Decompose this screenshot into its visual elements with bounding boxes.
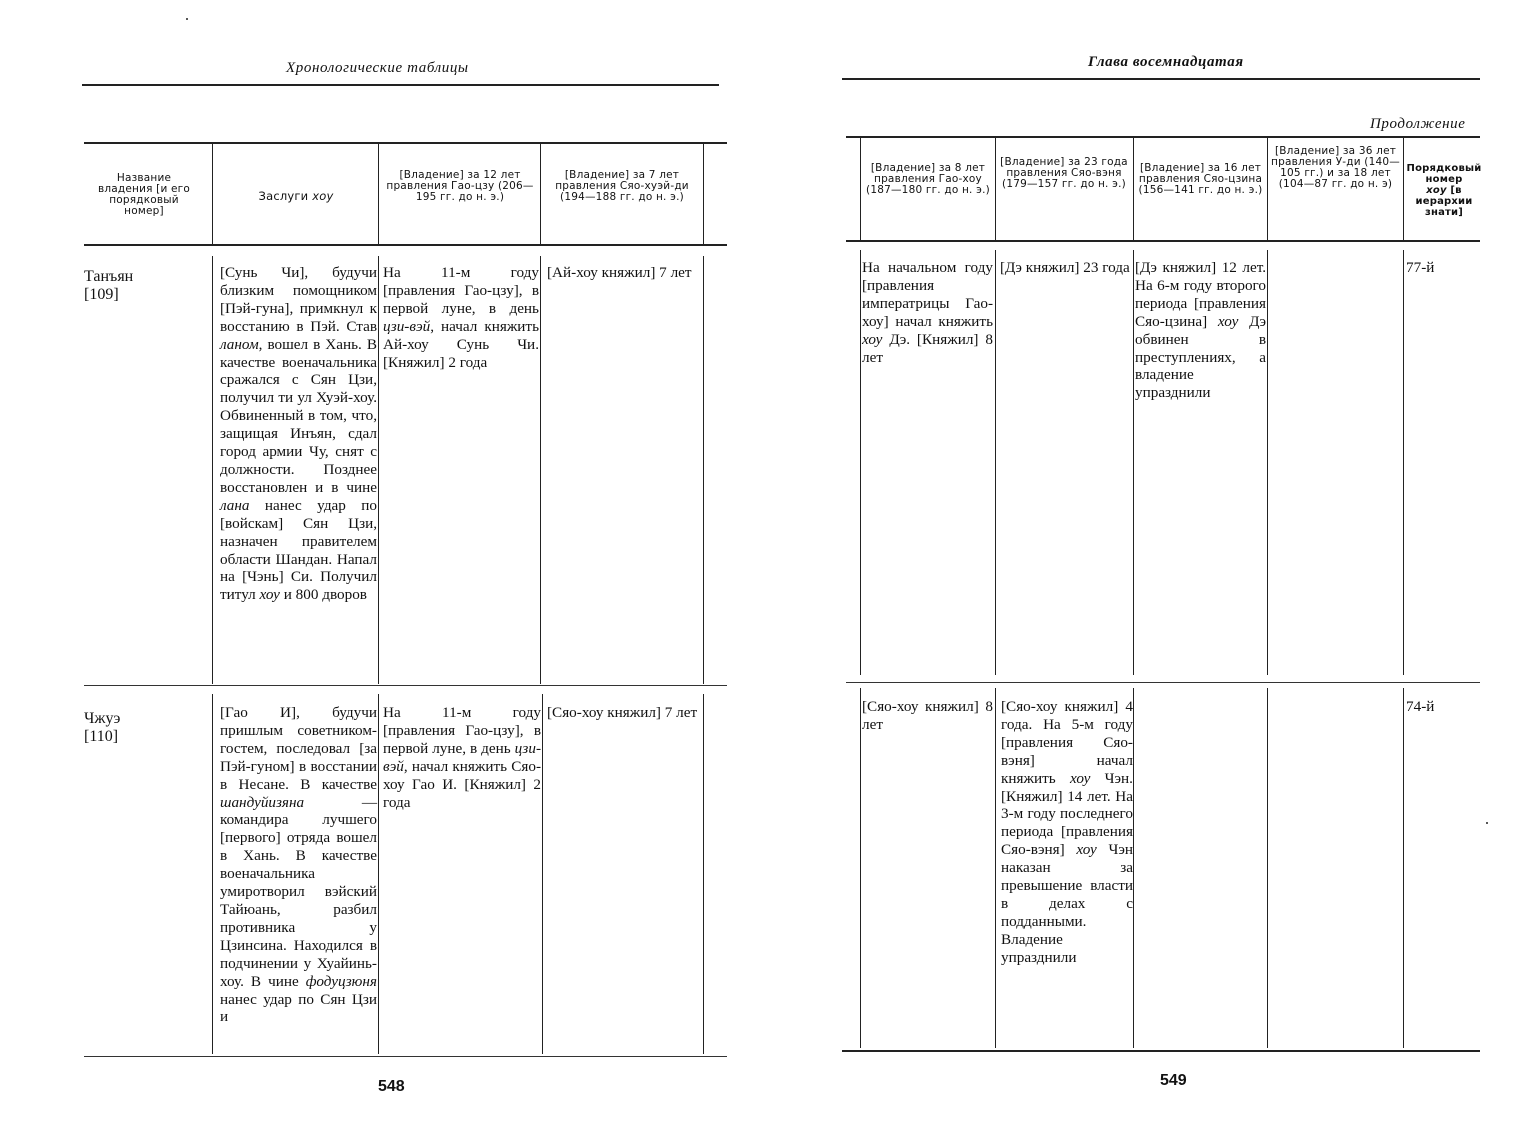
xiaowen-cell: [Сяо-хоу княжил] 4 года. На 5-м году [правления Сяо-вэня] начал княжить хоу Чэн. [Княжил] 14 лет. На 3-м году последнего периода [правления Сяо-вэня] хоу Чэн наказан за превышение власти в делах с подданными. Владение упразднили <box>1001 698 1133 966</box>
left-col-divider <box>212 694 213 1054</box>
header-merits <box>216 191 376 202</box>
rank-cell: 77-й <box>1406 259 1435 276</box>
right-col-divider <box>1133 137 1134 240</box>
right-col-divider <box>1267 137 1268 240</box>
right-col-divider <box>1133 688 1134 1048</box>
rank-cell: 74-й <box>1406 698 1435 715</box>
huidi-cell: [Сяо-хоу княжил] 7 лет <box>547 704 698 721</box>
header-huidi: [Владение] за 7 лет правления Сяо-хуэй-ди (194—188 гг. до н. э.) <box>555 169 689 203</box>
left-col-divider <box>212 143 213 245</box>
header-gaohou: [Владение] за 8 лет правления Гао-хоу (187—180 гг. до н. э.) <box>866 162 990 196</box>
header-gaozu: [Владение] за 12 лет правления Гао-цзу (206—195 гг. до н. э.) <box>386 169 534 203</box>
left-col-divider <box>378 256 379 684</box>
right-page-number: 549 <box>1160 1072 1187 1089</box>
right-row-separator <box>846 682 1480 683</box>
left-col-divider <box>378 143 379 245</box>
header-rank-hou: хоу <box>1426 185 1447 196</box>
xiaojing-cell: [Дэ княжил] 12 лет. На 6-м году второго периода [правления Сяо-цзина] хоу Дэ обвинен в преступлениях, а владение упразднили <box>1135 259 1266 402</box>
right-col-divider <box>1267 250 1268 675</box>
left-col-divider <box>212 256 213 684</box>
left-header-bottom-rule <box>84 244 727 246</box>
left-col-divider <box>703 694 704 1054</box>
right-col-divider <box>1267 688 1268 1048</box>
right-col-divider <box>1133 250 1134 675</box>
right-col-divider <box>995 688 996 1048</box>
left-col-divider <box>703 143 704 245</box>
right-col-divider <box>860 137 861 240</box>
right-col-divider <box>995 250 996 675</box>
gaozu-cell: На 11-м году [правления Гао-цзу], в первой луне, в день цзи-вэй, начал княжить Ай-хоу Сунь Чи. [Княжил] 2 года <box>383 264 539 371</box>
right-title-rule <box>842 78 1480 80</box>
domain-number: [110] <box>84 728 119 745</box>
left-col-divider <box>542 694 543 1054</box>
stray-mark <box>186 18 188 20</box>
header-rank-tail: [в иерархии знати] <box>1415 185 1473 218</box>
left-table-bottom-rule <box>84 1056 727 1057</box>
left-col-divider <box>540 256 541 684</box>
right-col-divider <box>995 137 996 240</box>
right-col-divider <box>1403 688 1404 1048</box>
right-table-top-rule <box>846 136 1480 138</box>
gaohou-cell: [Сяо-хоу княжил] 8 лет <box>862 698 993 733</box>
right-running-title: Глава восемнадцатая <box>1088 54 1244 70</box>
xiaowen-cell: [Дэ княжил] 23 года <box>1000 259 1130 276</box>
domain-name <box>84 268 204 304</box>
header-domain-name: Название владения [и его порядковый номер] <box>97 172 191 217</box>
right-header-bottom-rule <box>846 240 1480 242</box>
right-col-divider <box>860 688 861 1048</box>
continuation-label: Продолжение <box>1370 116 1466 132</box>
left-col-divider <box>703 256 704 684</box>
gaohou-cell: На начальном году [правления императрицы Гао-хоу] начал княжить хоу Дэ. [Княжил] 8 лет <box>862 259 993 366</box>
left-col-divider <box>378 694 379 1054</box>
right-col-divider <box>1403 250 1404 675</box>
left-col-divider <box>540 143 541 245</box>
left-running-title: Хронологические таблицы <box>286 60 469 76</box>
gaozu-cell: На 11-м году [правления Гао-цзу], в первой луне, в день цзи-вэй, начал княжить Сяо-хоу Гао И. [Княжил] 2 года <box>383 704 541 811</box>
left-title-rule <box>82 84 719 86</box>
domain-name-text: Чжуэ <box>84 710 121 727</box>
header-wudi: [Владение] за 36 лет правления У-ди (140—105 гг.) и за 18 лет (104—87 гг. до н. э) <box>1271 145 1400 190</box>
left-table-top-rule <box>84 142 727 144</box>
domain-name-text: Танъян <box>84 268 134 285</box>
huidi-cell: [Ай-хоу княжил] 7 лет <box>547 264 692 281</box>
right-col-divider <box>860 250 861 675</box>
left-page-number: 548 <box>378 1078 405 1095</box>
header-xiaowen: [Владение] за 23 года правления Сяо-вэня (179—157 гг. до н. э.) <box>1000 156 1128 190</box>
right-table-bottom-rule <box>842 1050 1480 1052</box>
merits-cell: [Сунь Чи], будучи близким помощником [Пэй-гуна], примкнул к восстанию в Пэй. Став ланом, вошел в Хань. В качестве военачальника сражался с Сян Цзи, получил ти ул Хуэй-хоу. Обвиненный в том, что, защищая Инъян, сдал город армии Чу, снят с должности. Позднее восстановлен и в чине лана нанес удар по [войскам] Сян Цзи, назначен правителем области Шандан. Напал на [Чэнь] Си. Получил титул хоу и 800 дворов <box>220 264 377 604</box>
header-xiaojing: [Владение] за 16 лет правления Сяо-цзина (156—141 гг. до н. э.) <box>1138 162 1263 196</box>
stray-mark <box>1486 822 1488 824</box>
header-rank <box>1406 163 1482 218</box>
header-rank-text: Порядковый номер <box>1406 163 1482 185</box>
left-row-separator <box>84 685 727 686</box>
domain-number: [109] <box>84 286 119 303</box>
merits-cell: [Гао И], будучи пришлым советником-гостем, последовал [за Пэй-гуном] в восстании в Несане. В качестве шандуйизяна — командира лучшего [первого] отряда вошел в Хань. В качестве военачальника умиротворил вэйский Тайюань, разбил противника у Цзинсина. Находился в подчинении у Хуайинь-хоу. В чине фодуцзюня нанес удар по Сян Цзи и <box>220 704 377 1026</box>
header-merits-hou: хоу <box>312 189 334 203</box>
domain-name <box>84 710 204 746</box>
right-col-divider <box>1403 137 1404 240</box>
header-merits-text: Заслуги <box>258 189 313 203</box>
